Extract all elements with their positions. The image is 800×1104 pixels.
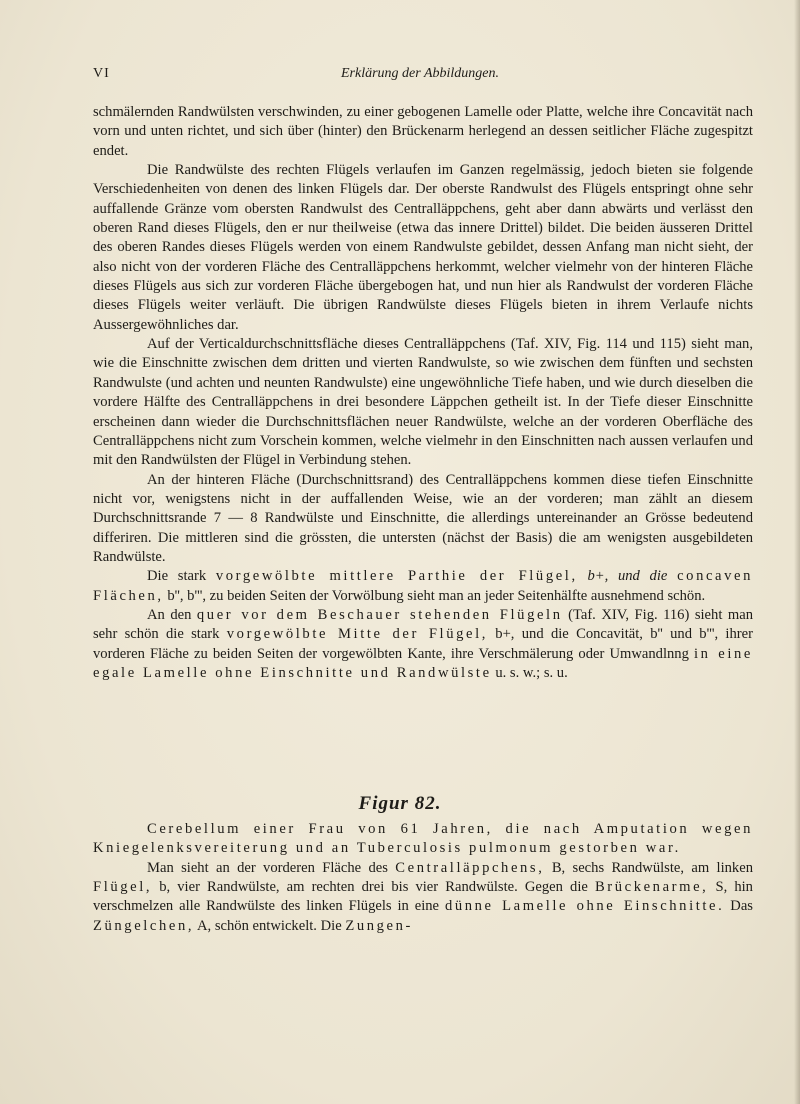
fig-p2-d: Flügel, <box>93 879 153 896</box>
para6-spaced-2: vorgewölbte Mitte der Flügel, <box>226 626 488 643</box>
paragraph-transverse-wings <box>93 606 753 683</box>
fig-p2-j: Züngelchen, <box>93 917 195 934</box>
fig-p2-f: Brückenarme, <box>594 879 709 896</box>
fig-p2-a: Man sieht an der vorderen Fläche des <box>147 859 388 876</box>
para6-spaced-1: quer vor dem Beschauer stehenden Flügeln <box>196 606 563 623</box>
figure-description <box>93 820 753 936</box>
fig-p2-h: dünne Lamelle ohne Einschnitte. <box>444 898 725 915</box>
body-text <box>93 103 753 683</box>
fig-p2-k: A, schön entwickelt. Die <box>196 917 342 934</box>
para6-tail: u. s. w.; s. u. <box>495 664 568 681</box>
page-edge-shadow <box>794 0 800 1104</box>
paragraph-vertical-section: Auf der Verticaldurchschnittsfläche dieses Centralläppchens (Taf. XIV, Fig. 114 und 115) sieht man, wie die Einschnitte zwischen dem dritten und vierten Randwulste, so wie zwischen dem fünften und sechsten Randwulste (und achten und neunten Randwulste) eine ungewöhnliche Tiefe haben, und wie durch dieselben die vordere Hälfte des Centralläppchens in drei besondere Läppchen getheilt ist. In der Tiefe dieser Einschnitte erscheinen dann wieder die Durchschnittsflächen neuer Randwülste, welche an der vorderen Oberfläche des Centralläppchens nicht zum Vorschein kommen, welche vielmehr in den Einschnitten nach aussen verlaufen und mit den Randwülsten der Flügel in Verbindung stehen. <box>93 336 753 469</box>
para5-lead: Die stark <box>147 568 207 585</box>
running-title: Erklärung der Abbildungen. <box>341 66 500 81</box>
fig-p2-g: S, hin verschmelzen alle Randwülste des linken Flügels in eine <box>93 879 753 915</box>
paragraph-right-wing: Die Randwülste des rechten Flügels verlaufen im Ganzen regelmässig, jedoch bieten sie folgende Verschiedenheiten von denen des linken Flügels dar. Der oberste Randwulst des Flügels entspringt ohne sehr auffallende Gränze vom obersten Randwulst des Centralläppchens, geht aber dann abwärts und verlässt den oberen Rand dieses Flügels, den er nur theilweise (etwa das innere Drittel) bildet. Die beiden äusseren Drittel des oberen Randes dieses Flügels werden von einem Randwulste gebildet, dessen Anfang man nicht sieht, der also nicht von der vorderen Fläche des Centralläppchens herkommt, welcher vielmehr von der hinteren Fläche dieses Flügels aus sich zur vorderen Fläche übergebogen hat, und nun hier als Randwulst der vorderen Fläche dieses Flügels weiter verläuft. Die übrigen Randwülste dieses Flügels bieten in ihrem Verlaufe nichts Aussergewöhnliches dar. <box>93 162 753 333</box>
running-header <box>93 66 753 86</box>
fig-p2-i: Das <box>730 898 753 915</box>
paragraph-continuation: schmälernden Randwülsten verschwinden, zu einer gebogenen Lamelle oder Platte, welche ihre Concavität nach vorn und unten richtet, und sich über (hinter) den Brückenarm herlegend an dessen seitlicher Fläche zugespitzt endet. <box>93 104 753 159</box>
fig-p2-l: Zungen- <box>345 917 413 934</box>
fig-p2-c: B, sechs Randwülste, am linken <box>551 859 754 876</box>
figure-heading: Figur 82. <box>358 793 442 814</box>
figure-paragraph-2 <box>93 859 753 936</box>
para6-lead: An den <box>147 606 192 623</box>
para5-spaced-2: concaven Flächen, <box>93 568 754 604</box>
para5-rest: b'', b''', zu beiden Seiten der Vorwölbung sieht man an jeder Seitenhälfte ausnehmend schön. <box>167 587 706 604</box>
para6-mid-1: (Taf. XIV, Fig. 116) sieht man sehr schön die stark <box>93 606 754 643</box>
paragraph-posterior-surface: An der hinteren Fläche (Durchschnittsrand) des Centralläppchens kommen diese tiefen Einschnitte nicht vor, wenigstens nicht in der auffallenden Weise, wie an der vorderen; man zählt an diesem Durchschnittsrande 7 — 8 Randwülste und Einschnitte, die allerdings untereinander an Grösse bedeutend differiren. Die mittleren sind die grössten, die untersten (nächst der Basis) die am wenigsten ausgebildeten Randwülste. <box>93 471 753 565</box>
fig-p2-e: b, vier Randwülste, am rechten drei bis vier Randwülste. Gegen die <box>159 879 588 896</box>
para5-mid-1: b+, und die <box>587 568 668 585</box>
page-number: VI <box>93 66 110 81</box>
para5-spaced-1: vorgewölbte mittlere Parthie der Flügel, <box>215 568 578 585</box>
paragraph-convex-middle <box>93 567 753 606</box>
para6-spaced-3: in eine egale Lamelle ohne Einschnitte und Randwülste <box>93 645 754 681</box>
para6-mid-2: b+, und die Concavität, b'' und b''', ihrer vorderen Fläche zu beiden Seiten der vorgewölbten Kante, ihre Verschmälerung oder Umwandlnng <box>93 626 753 662</box>
fig-p2-b: Centralläppchens, <box>395 859 545 876</box>
figure-paragraph-1: Cerebellum einer Frau von 61 Jahren, die nach Amputation wegen Kniegelenksvereiterung und an Tuberculosis pulmonum gestorben war. <box>93 821 753 857</box>
